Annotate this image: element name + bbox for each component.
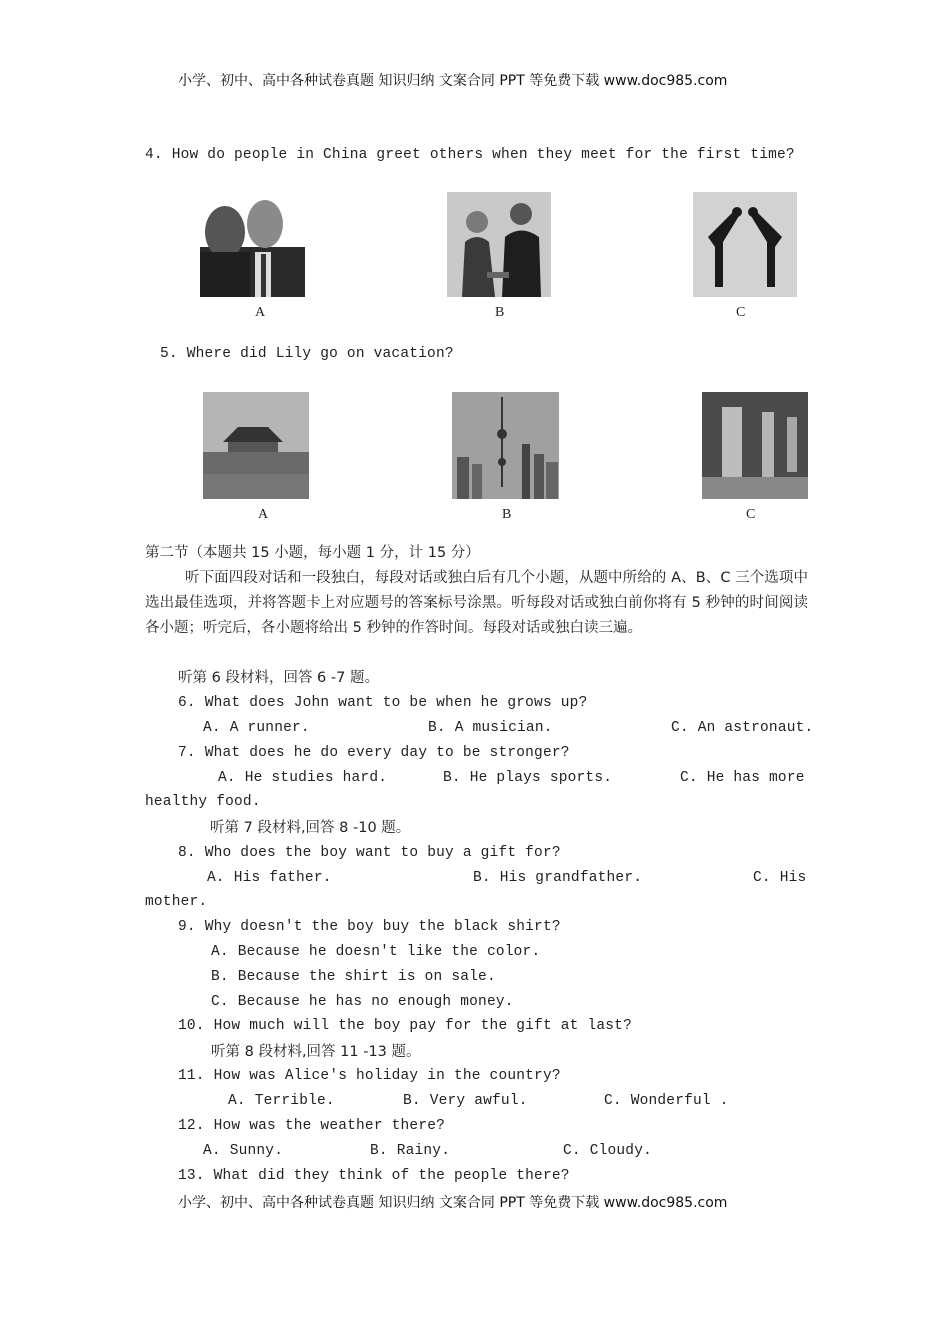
q7-option-a: A. He studies hard.: [218, 770, 388, 786]
q8-option-b: B. His grandfather.: [473, 870, 643, 886]
q6-option-a: A. A runner.: [203, 720, 310, 736]
image-city-skyline: [452, 392, 559, 499]
option-label-a: A: [258, 507, 269, 522]
q8-option-c-continued: mother.: [145, 894, 208, 910]
q11-option-b: B. Very awful.: [403, 1093, 528, 1109]
q12-option-b: B. Rainy.: [370, 1143, 451, 1159]
option-label-c: C: [746, 507, 756, 522]
image-greeting-bow: [693, 192, 797, 297]
q8-option-c: C. His: [753, 870, 807, 886]
image-tiananmen: [203, 392, 309, 499]
part-8-heading: 听第 8 段材料,回答 11 -13 题。: [211, 1044, 421, 1060]
footer-banner: 小学、初中、高中各种试卷真题 知识归纳 文案合同 PPT 等免费下载 www.doc985.com: [178, 1195, 728, 1211]
question-9: 9. Why doesn't the boy buy the black shirt?: [178, 919, 561, 935]
q12-option-c: C. Cloudy.: [563, 1143, 653, 1159]
question-4: 4. How do people in China greet others when they meet for the first time?: [145, 147, 795, 163]
question-10: 10. How much will the boy pay for the gift at last?: [178, 1018, 632, 1034]
header-banner: 小学、初中、高中各种试卷真题 知识归纳 文案合同 PPT 等免费下载 www.doc985.com: [178, 73, 728, 89]
option-label-c: C: [736, 305, 746, 320]
q6-option-b: B. A musician.: [428, 720, 553, 736]
question-13: 13. What did they think of the people there?: [178, 1168, 570, 1184]
image-waterfall: [702, 392, 808, 499]
part-7-heading: 听第 7 段材料,回答 8 -10 题。: [210, 820, 411, 836]
q7-option-c: C. He has more: [680, 770, 805, 786]
q8-option-a: A. His father.: [207, 870, 332, 886]
option-label-b: B: [495, 305, 505, 320]
q7-option-b: B. He plays sports.: [443, 770, 613, 786]
image-greeting-handshake: [447, 192, 551, 297]
question-8: 8. Who does the boy want to buy a gift for?: [178, 845, 561, 861]
q12-option-a: A. Sunny.: [203, 1143, 284, 1159]
section-instructions: 听下面四段对话和一段独白，每段对话或独白后有几个小题，从题中所给的 A、B、C 三个选项中选出最佳选项，并将答题卡上对应题号的答案标号涂黑。听每段对话或独白前你将有 5 秒钟的时间阅读各小题；听完后，各小题将给出 5 秒钟的作答时间。每段对话或独白读三遍。: [145, 570, 808, 636]
option-label-b: B: [502, 507, 512, 522]
q7-option-c-continued: healthy food.: [145, 794, 261, 810]
question-12: 12. How was the weather there?: [178, 1118, 446, 1134]
question-11: 11. How was Alice's holiday in the country?: [178, 1068, 561, 1084]
section-title: 第二节（本题共 15 小题，每小题 1 分，计 15 分）: [145, 545, 480, 561]
question-7: 7. What does he do every day to be stronger?: [178, 745, 570, 761]
q11-option-a: A. Terrible.: [228, 1093, 335, 1109]
q6-option-c: C. An astronaut.: [671, 720, 814, 736]
question-6: 6. What does John want to be when he grows up?: [178, 695, 588, 711]
q9-option-c: C. Because he has no enough money.: [211, 994, 514, 1010]
q11-option-c: C. Wonderful .: [604, 1093, 729, 1109]
q9-option-a: A. Because he doesn't like the color.: [211, 944, 541, 960]
question-5: 5. Where did Lily go on vacation?: [160, 346, 454, 362]
q9-option-b: B. Because the shirt is on sale.: [211, 969, 496, 985]
image-greeting-kiss: [200, 192, 305, 297]
part-6-heading: 听第 6 段材料，回答 6 -7 题。: [178, 670, 379, 686]
option-label-a: A: [255, 305, 266, 320]
